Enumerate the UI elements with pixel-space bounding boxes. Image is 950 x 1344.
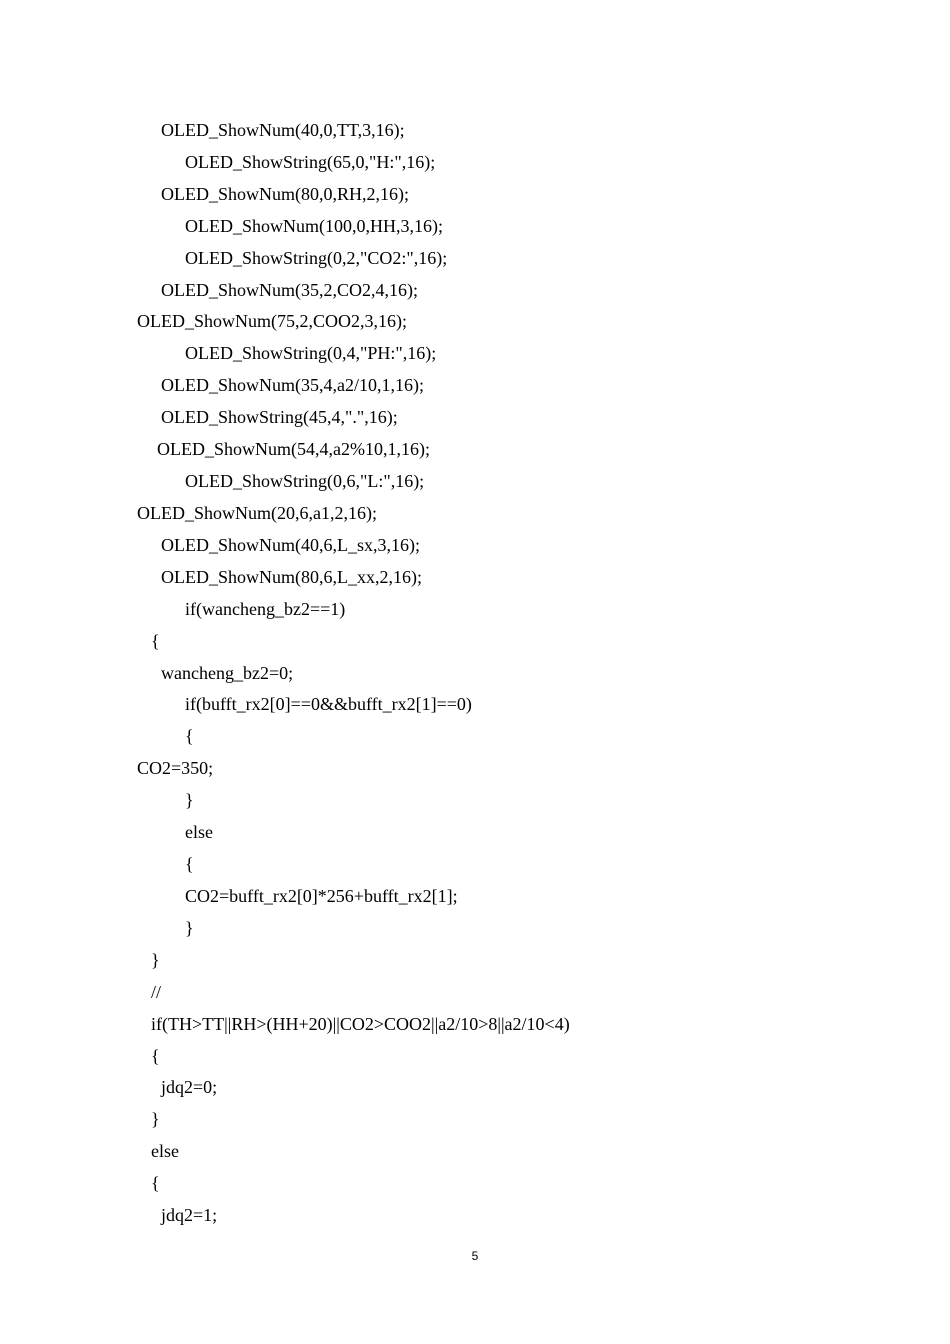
code-line: if(bufft_rx2[0]==0&&bufft_rx2[1]==0) [185, 694, 472, 714]
code-line: } [151, 950, 160, 970]
code-line: OLED_ShowNum(80,6,L_xx,2,16); [161, 567, 422, 587]
code-line: CO2=350; [137, 758, 214, 778]
code-line: OLED_ShowNum(35,2,CO2,4,16); [161, 280, 418, 300]
code-line: { [151, 1173, 160, 1193]
code-line: OLED_ShowString(0,2,"CO2:",16); [185, 248, 448, 268]
code-line: CO2=bufft_rx2[0]*256+bufft_rx2[1]; [185, 886, 458, 906]
code-line: if(wancheng_bz2==1) [185, 599, 346, 619]
code-line: OLED_ShowNum(20,6,a1,2,16); [137, 503, 377, 523]
code-line: { [151, 631, 160, 651]
code-line: OLED_ShowNum(40,0,TT,3,16); [161, 120, 405, 140]
code-line: OLED_ShowString(0,6,"L:",16); [185, 471, 425, 491]
code-line: } [185, 918, 194, 938]
code-line: jdq2=0; [161, 1077, 218, 1097]
code-line: OLED_ShowNum(40,6,L_sx,3,16); [161, 535, 420, 555]
code-line: } [185, 790, 194, 810]
code-line: { [151, 1046, 160, 1066]
code-line: if(TH>TT||RH>(HH+20)||CO2>COO2||a2/10>8||a2/10<4) [151, 1014, 570, 1034]
code-line: OLED_ShowString(65,0,"H:",16); [185, 152, 436, 172]
code-line: // [151, 982, 162, 1002]
code-line: } [151, 1109, 160, 1129]
code-line: OLED_ShowNum(54,4,a2%10,1,16); [157, 439, 430, 459]
code-line: OLED_ShowNum(80,0,RH,2,16); [161, 184, 409, 204]
code-line: OLED_ShowNum(75,2,COO2,3,16); [137, 311, 407, 331]
code-line: { [185, 726, 194, 746]
code-line: OLED_ShowString(0,4,"PH:",16); [185, 343, 437, 363]
code-line: OLED_ShowNum(100,0,HH,3,16); [185, 216, 443, 236]
code-line: OLED_ShowString(45,4,".",16); [161, 407, 398, 427]
code-line: else [151, 1141, 179, 1161]
code-line: else [185, 822, 213, 842]
code-line: OLED_ShowNum(35,4,a2/10,1,16); [161, 375, 424, 395]
code-line: jdq2=1; [161, 1205, 218, 1225]
code-line: wancheng_bz2=0; [161, 663, 294, 683]
code-line: { [185, 854, 194, 874]
page-number: 5 [471, 1249, 479, 1263]
